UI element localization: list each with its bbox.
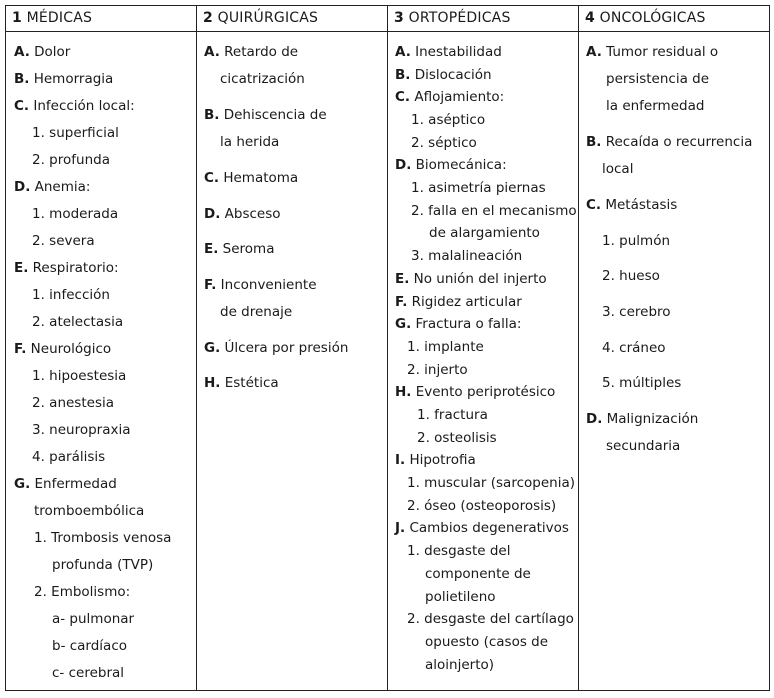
item-text: 1. infección xyxy=(32,287,110,303)
item-text: Inestabilidad xyxy=(415,44,502,60)
item-letter: B. xyxy=(14,71,30,87)
list-item xyxy=(32,449,105,465)
item-text: 1. superficial xyxy=(32,125,119,141)
list-item xyxy=(204,44,298,60)
list-item xyxy=(411,112,485,128)
list-item xyxy=(606,71,709,87)
item-text: 1. desgaste del xyxy=(407,543,511,559)
list-item xyxy=(411,180,546,196)
header-oncologicas: 4 ONCOLÓGICAS xyxy=(579,6,770,32)
list-item xyxy=(395,67,492,83)
list-item xyxy=(204,277,317,293)
item-text: Cambios degenerativos xyxy=(409,520,569,536)
item-text: Hipotrofia xyxy=(409,452,476,468)
list-item xyxy=(586,44,718,60)
item-text: Seroma xyxy=(222,241,275,257)
column-medicas xyxy=(6,32,197,691)
item-text: Aflojamiento: xyxy=(414,89,505,105)
list-item xyxy=(407,611,574,627)
item-letter: D. xyxy=(395,157,412,173)
list-item xyxy=(34,584,130,600)
list-item xyxy=(14,44,70,60)
item-text: Anemia: xyxy=(34,179,91,195)
header-quirurgicas: 2 QUIRÚRGICAS xyxy=(197,6,388,32)
item-text: 2. injerto xyxy=(407,362,468,378)
item-text: Dislocación xyxy=(414,67,492,83)
list-item xyxy=(14,98,135,114)
item-text: 4. cráneo xyxy=(602,340,666,356)
item-letter: D. xyxy=(14,179,31,195)
list-item xyxy=(407,498,556,514)
list-item xyxy=(411,203,577,219)
list-item xyxy=(606,438,680,454)
list-item xyxy=(32,314,123,330)
item-letter: B. xyxy=(395,67,411,83)
item-text: 1. pulmón xyxy=(602,233,671,249)
list-item xyxy=(52,611,134,627)
item-text: Hemorragia xyxy=(33,71,114,87)
item-letter: H. xyxy=(204,375,221,391)
item-letter: F. xyxy=(204,277,217,293)
item-letter: G. xyxy=(204,340,221,356)
item-letter: A. xyxy=(586,44,602,60)
list-item xyxy=(395,520,569,536)
list-item xyxy=(407,339,484,355)
item-letter: A. xyxy=(204,44,220,60)
item-text: aloinjerto) xyxy=(425,657,495,673)
item-text: 2. profunda xyxy=(32,152,110,168)
item-letter: A. xyxy=(395,44,411,60)
list-item xyxy=(425,657,494,673)
item-letter: E. xyxy=(14,260,29,276)
list-item xyxy=(586,134,752,150)
list-item xyxy=(32,422,131,438)
item-letter: C. xyxy=(395,89,411,105)
item-text: Hematoma xyxy=(223,170,299,186)
item-text: opuesto (casos de xyxy=(425,634,549,650)
list-item xyxy=(204,340,348,356)
item-text: Respiratorio: xyxy=(32,260,119,276)
list-item xyxy=(411,248,522,264)
item-text: Metástasis xyxy=(605,197,678,213)
body-row xyxy=(6,32,770,691)
list-item xyxy=(395,157,507,173)
item-text: Enfermedad xyxy=(34,476,117,492)
item-text: Neurológico xyxy=(30,341,112,357)
list-item xyxy=(204,107,327,123)
column-ortopedicas xyxy=(388,32,579,691)
column-oncologicas xyxy=(579,32,770,691)
item-letter: C. xyxy=(204,170,220,186)
item-text: 2. severa xyxy=(32,233,95,249)
list-item xyxy=(407,543,510,559)
item-letter: C. xyxy=(14,98,30,114)
item-text: Fractura o falla: xyxy=(415,316,522,332)
item-text: a- pulmonar xyxy=(52,611,135,627)
list-item xyxy=(14,71,113,87)
item-letter: G. xyxy=(395,316,412,332)
item-text: Malignización xyxy=(606,411,699,427)
list-item xyxy=(606,98,704,114)
item-text: 2. Embolismo: xyxy=(34,584,131,600)
list-item xyxy=(602,304,671,320)
item-text: la enfermedad xyxy=(606,98,705,114)
item-text: 2. hueso xyxy=(602,268,660,284)
item-letter: E. xyxy=(395,271,410,287)
item-letter: D. xyxy=(586,411,603,427)
item-text: Dolor xyxy=(34,44,71,60)
list-item xyxy=(32,152,110,168)
list-item xyxy=(425,634,548,650)
item-text: 1. implante xyxy=(407,339,484,355)
list-item xyxy=(204,170,298,186)
list-item xyxy=(34,530,171,546)
item-text: Tumor residual o xyxy=(606,44,719,60)
list-item xyxy=(220,304,292,320)
complications-table xyxy=(5,5,770,691)
item-letter: C. xyxy=(586,197,602,213)
item-text: Rigidez articular xyxy=(411,294,522,310)
item-text: 2. osteolisis xyxy=(417,430,497,446)
item-letter: E. xyxy=(204,241,219,257)
item-letter: J. xyxy=(395,520,406,536)
list-item xyxy=(52,665,124,681)
item-text: 2. desgaste del cartílago xyxy=(407,611,574,627)
item-text: 2. atelectasia xyxy=(32,314,124,330)
item-text: cicatrización xyxy=(220,71,305,87)
item-text: de alargamiento xyxy=(429,225,540,241)
item-letter: G. xyxy=(14,476,31,492)
list-item xyxy=(32,233,95,249)
item-letter: A. xyxy=(14,44,30,60)
item-text: b- cardíaco xyxy=(52,638,128,654)
item-text: 3. cerebro xyxy=(602,304,671,320)
item-text: Absceso xyxy=(224,206,281,222)
list-item xyxy=(417,430,497,446)
item-text: de drenaje xyxy=(220,304,293,320)
item-text: 3. malalineación xyxy=(411,248,523,264)
item-text: tromboembólica xyxy=(34,503,145,519)
item-letter: H. xyxy=(395,384,412,400)
item-text: Dehiscencia de xyxy=(223,107,327,123)
item-text: Estética xyxy=(224,375,279,391)
item-text: 4. parálisis xyxy=(32,449,106,465)
item-text: 1. Trombosis venosa xyxy=(34,530,172,546)
item-text: 2. séptico xyxy=(411,135,477,151)
item-text: secundaria xyxy=(606,438,681,454)
item-text: polietileno xyxy=(425,589,496,605)
list-item xyxy=(14,260,119,276)
list-item xyxy=(411,135,477,151)
item-text: persistencia de xyxy=(606,71,710,87)
item-text: la herida xyxy=(220,134,280,150)
list-item xyxy=(602,340,666,356)
item-letter: B. xyxy=(586,134,602,150)
list-item xyxy=(32,125,119,141)
list-item xyxy=(586,411,698,427)
list-item xyxy=(407,475,575,491)
item-text: No unión del injerto xyxy=(413,271,547,287)
item-letter: I. xyxy=(395,452,406,468)
item-text: 5. múltiples xyxy=(602,375,682,391)
item-text: 2. anestesia xyxy=(32,395,114,411)
list-item xyxy=(220,134,279,150)
header-medicas: 1 MÉDICAS xyxy=(6,6,197,32)
item-text: 2. óseo (osteoporosis) xyxy=(407,498,557,514)
item-text: componente de xyxy=(425,566,531,582)
list-item xyxy=(395,44,502,60)
item-text: local xyxy=(602,161,634,177)
header-ortopedicas: 3 ORTOPÉDICAS xyxy=(388,6,579,32)
item-text: Inconveniente xyxy=(220,277,317,293)
list-item xyxy=(52,557,153,573)
list-item xyxy=(417,407,488,423)
item-text: Retardo de xyxy=(224,44,299,60)
item-letter: D. xyxy=(204,206,221,222)
list-item xyxy=(32,206,118,222)
item-text: Infección local: xyxy=(33,98,135,114)
list-item xyxy=(14,341,111,357)
item-text: 3. neuropraxia xyxy=(32,422,131,438)
list-item xyxy=(204,375,279,391)
list-item xyxy=(395,452,476,468)
item-text: 1. fractura xyxy=(417,407,488,423)
list-item xyxy=(32,287,110,303)
item-text: 1. moderada xyxy=(32,206,119,222)
list-item xyxy=(425,566,531,582)
list-item xyxy=(204,206,281,222)
list-item xyxy=(602,233,670,249)
list-item xyxy=(220,71,305,87)
item-text: Biomecánica: xyxy=(415,157,507,173)
list-item xyxy=(395,89,504,105)
list-item xyxy=(586,197,677,213)
item-text: c- cerebral xyxy=(52,665,125,681)
list-item xyxy=(14,179,90,195)
list-item xyxy=(32,368,126,384)
item-text: 1. hipoestesia xyxy=(32,368,127,384)
list-item xyxy=(395,384,555,400)
list-item xyxy=(429,225,540,241)
list-item xyxy=(602,161,633,177)
list-item xyxy=(395,271,547,287)
item-text: 1. muscular (sarcopenia) xyxy=(407,475,575,491)
item-text: Recaída o recurrencia xyxy=(605,134,753,150)
column-quirurgicas xyxy=(197,32,388,691)
item-letter: F. xyxy=(14,341,27,357)
item-text: 1. asimetría piernas xyxy=(411,180,546,196)
list-item xyxy=(14,476,117,492)
list-item xyxy=(204,241,274,257)
list-item xyxy=(34,503,144,519)
list-item xyxy=(602,375,681,391)
list-item xyxy=(395,294,522,310)
item-letter: F. xyxy=(395,294,408,310)
item-text: Úlcera por presión xyxy=(224,340,349,356)
item-letter: B. xyxy=(204,107,220,123)
list-item xyxy=(602,268,660,284)
list-item xyxy=(407,362,468,378)
list-item xyxy=(32,395,114,411)
list-item xyxy=(395,316,521,332)
list-item xyxy=(52,638,127,654)
item-text: 2. falla en el mecanismo xyxy=(411,203,577,219)
header-row xyxy=(6,6,770,32)
item-text: profunda (TVP) xyxy=(52,557,154,573)
list-item xyxy=(425,589,496,605)
item-text: Evento periprotésico xyxy=(415,384,556,400)
item-text: 1. aséptico xyxy=(411,112,486,128)
